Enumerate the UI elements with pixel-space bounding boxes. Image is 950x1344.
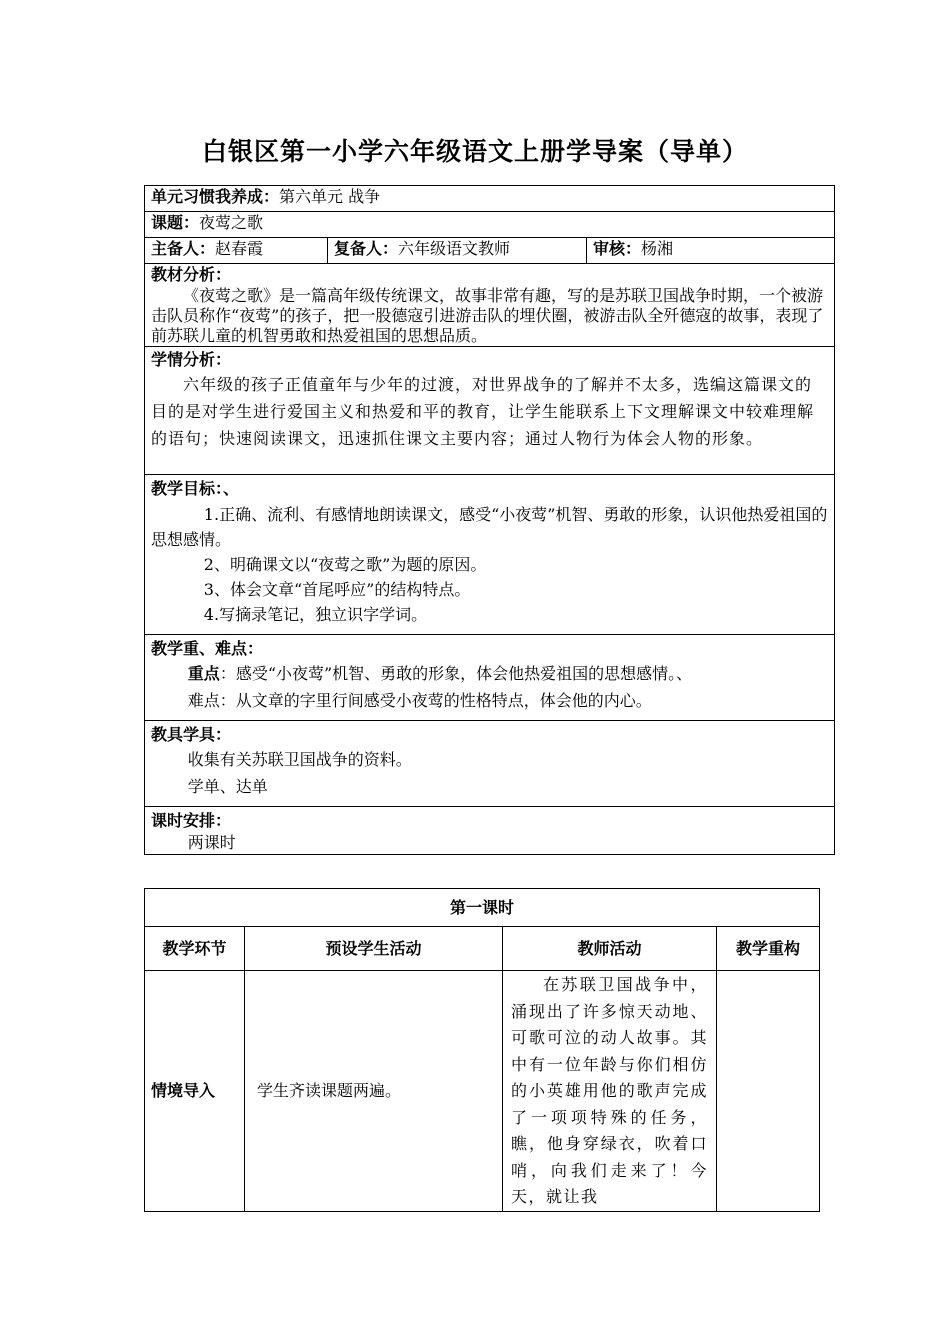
co-author-cell [328,238,587,264]
schedule-cell [145,807,835,855]
keypoints-label: 教学重、难点： [151,639,264,658]
textbook-analysis-cell [145,264,835,347]
unit-value: 第六单元 战争 [279,187,381,206]
student-analysis-label: 学情分析： [151,350,232,369]
goal-item: 2、明确课文以“夜莺之歌”为题的原因。 [203,555,487,574]
schedule-label: 课时安排： [151,811,232,830]
review-value: 杨湘 [641,239,674,258]
textbook-analysis-text: 《夜莺之歌》是一篇高年级传统课文，故事非常有趣，写的是苏联卫国战争时期，一个被游击队员称作“夜莺”的孩子，把一股德寇引进游击队的埋伏圈，被游击队全歼德寇的故事，表现了前苏联儿童的机智勇敢和热爱祖国的思想品质。 [151,286,824,345]
lesson-title: 第一课时 [145,889,820,927]
goal-item: 1.正确、流利、有感情地朗读课文，感受“小夜莺”机智、勇敢的形象，认识他热爱祖国的思想感情。 [151,505,828,549]
stage-cell: 情境导入 [145,971,245,1212]
column-header: 教师活动 [503,927,717,971]
co-author-value: 六年级语文教师 [398,239,511,258]
page-title: 白银区第一小学六年级语文上册学导案（导单） [201,137,748,166]
column-header: 教学重构 [717,927,820,971]
column-header: 教学环节 [145,927,245,971]
table-row [145,971,820,1212]
lesson-plan-table [144,888,820,1212]
tools-label: 教具学具： [151,725,232,744]
textbook-analysis-label: 教材分析： [151,265,232,284]
author-label: 主备人： [151,239,216,258]
goals-label: 教学目标：、 [151,479,240,498]
goal-item: 3、体会文章“首尾呼应”的结构特点。 [203,580,471,599]
teacher-activity-cell [503,971,717,1212]
topic-label: 课题： [151,213,200,232]
tools-line: 学单、达单 [187,777,268,796]
author-cell [145,238,328,264]
hard-point: 难点：从文章的字里行间感受小夜莺的性格特点，体会他的内心。 [187,691,652,710]
teacher-activity-text: 在苏联卫国战争中，涌现出了许多惊天动地、可歌可泣的动人故事。其中有一位年龄与你们相仿的小英雄用他的歌声完成了一项项特殊的任务，瞧，他身穿绿衣，吹着口哨，向我们走来了！今天，就让我 [511,975,708,1206]
author-value: 赵春霞 [215,239,264,258]
review-label: 审核： [593,239,642,258]
review-cell [587,238,835,264]
unit-row [145,186,835,212]
topic-value: 夜莺之歌 [199,213,264,232]
key-point-label: 重点 [187,664,220,683]
rebuild-cell [717,971,820,1212]
goals-cell [145,475,835,635]
column-header: 预设学生活动 [245,927,503,971]
key-point-text: ：感受“小夜莺”机智、勇敢的形象，体会他热爱祖国的思想感情。、 [219,664,693,683]
lesson-info-table [144,185,835,855]
keypoints-cell [145,635,835,721]
student-analysis-cell [145,347,835,475]
key-point [151,660,828,687]
unit-label: 单元习惯我养成： [151,187,280,206]
topic-row [145,212,835,238]
tools-cell [145,721,835,807]
schedule-value: 两课时 [187,833,236,852]
student-activity-cell: 学生齐读课题两遍。 [245,971,503,1212]
goal-item: 4.写摘录笔记，独立识字学词。 [203,605,428,624]
co-author-label: 复备人： [334,239,399,258]
tools-line: 收集有关苏联卫国战争的资料。 [187,750,412,769]
student-analysis-text: 六年级的孩子正值童年与少年的过渡，对世界战争的了解并不太多，选编这篇课文的目的是对学生进行爱国主义和热爱和平的教育，让学生能联系上下文理解课文中较难理解的语句；快速阅读课文，迅速抓住课文主要内容；通过人物行为体会人物的形象。 [151,375,815,448]
